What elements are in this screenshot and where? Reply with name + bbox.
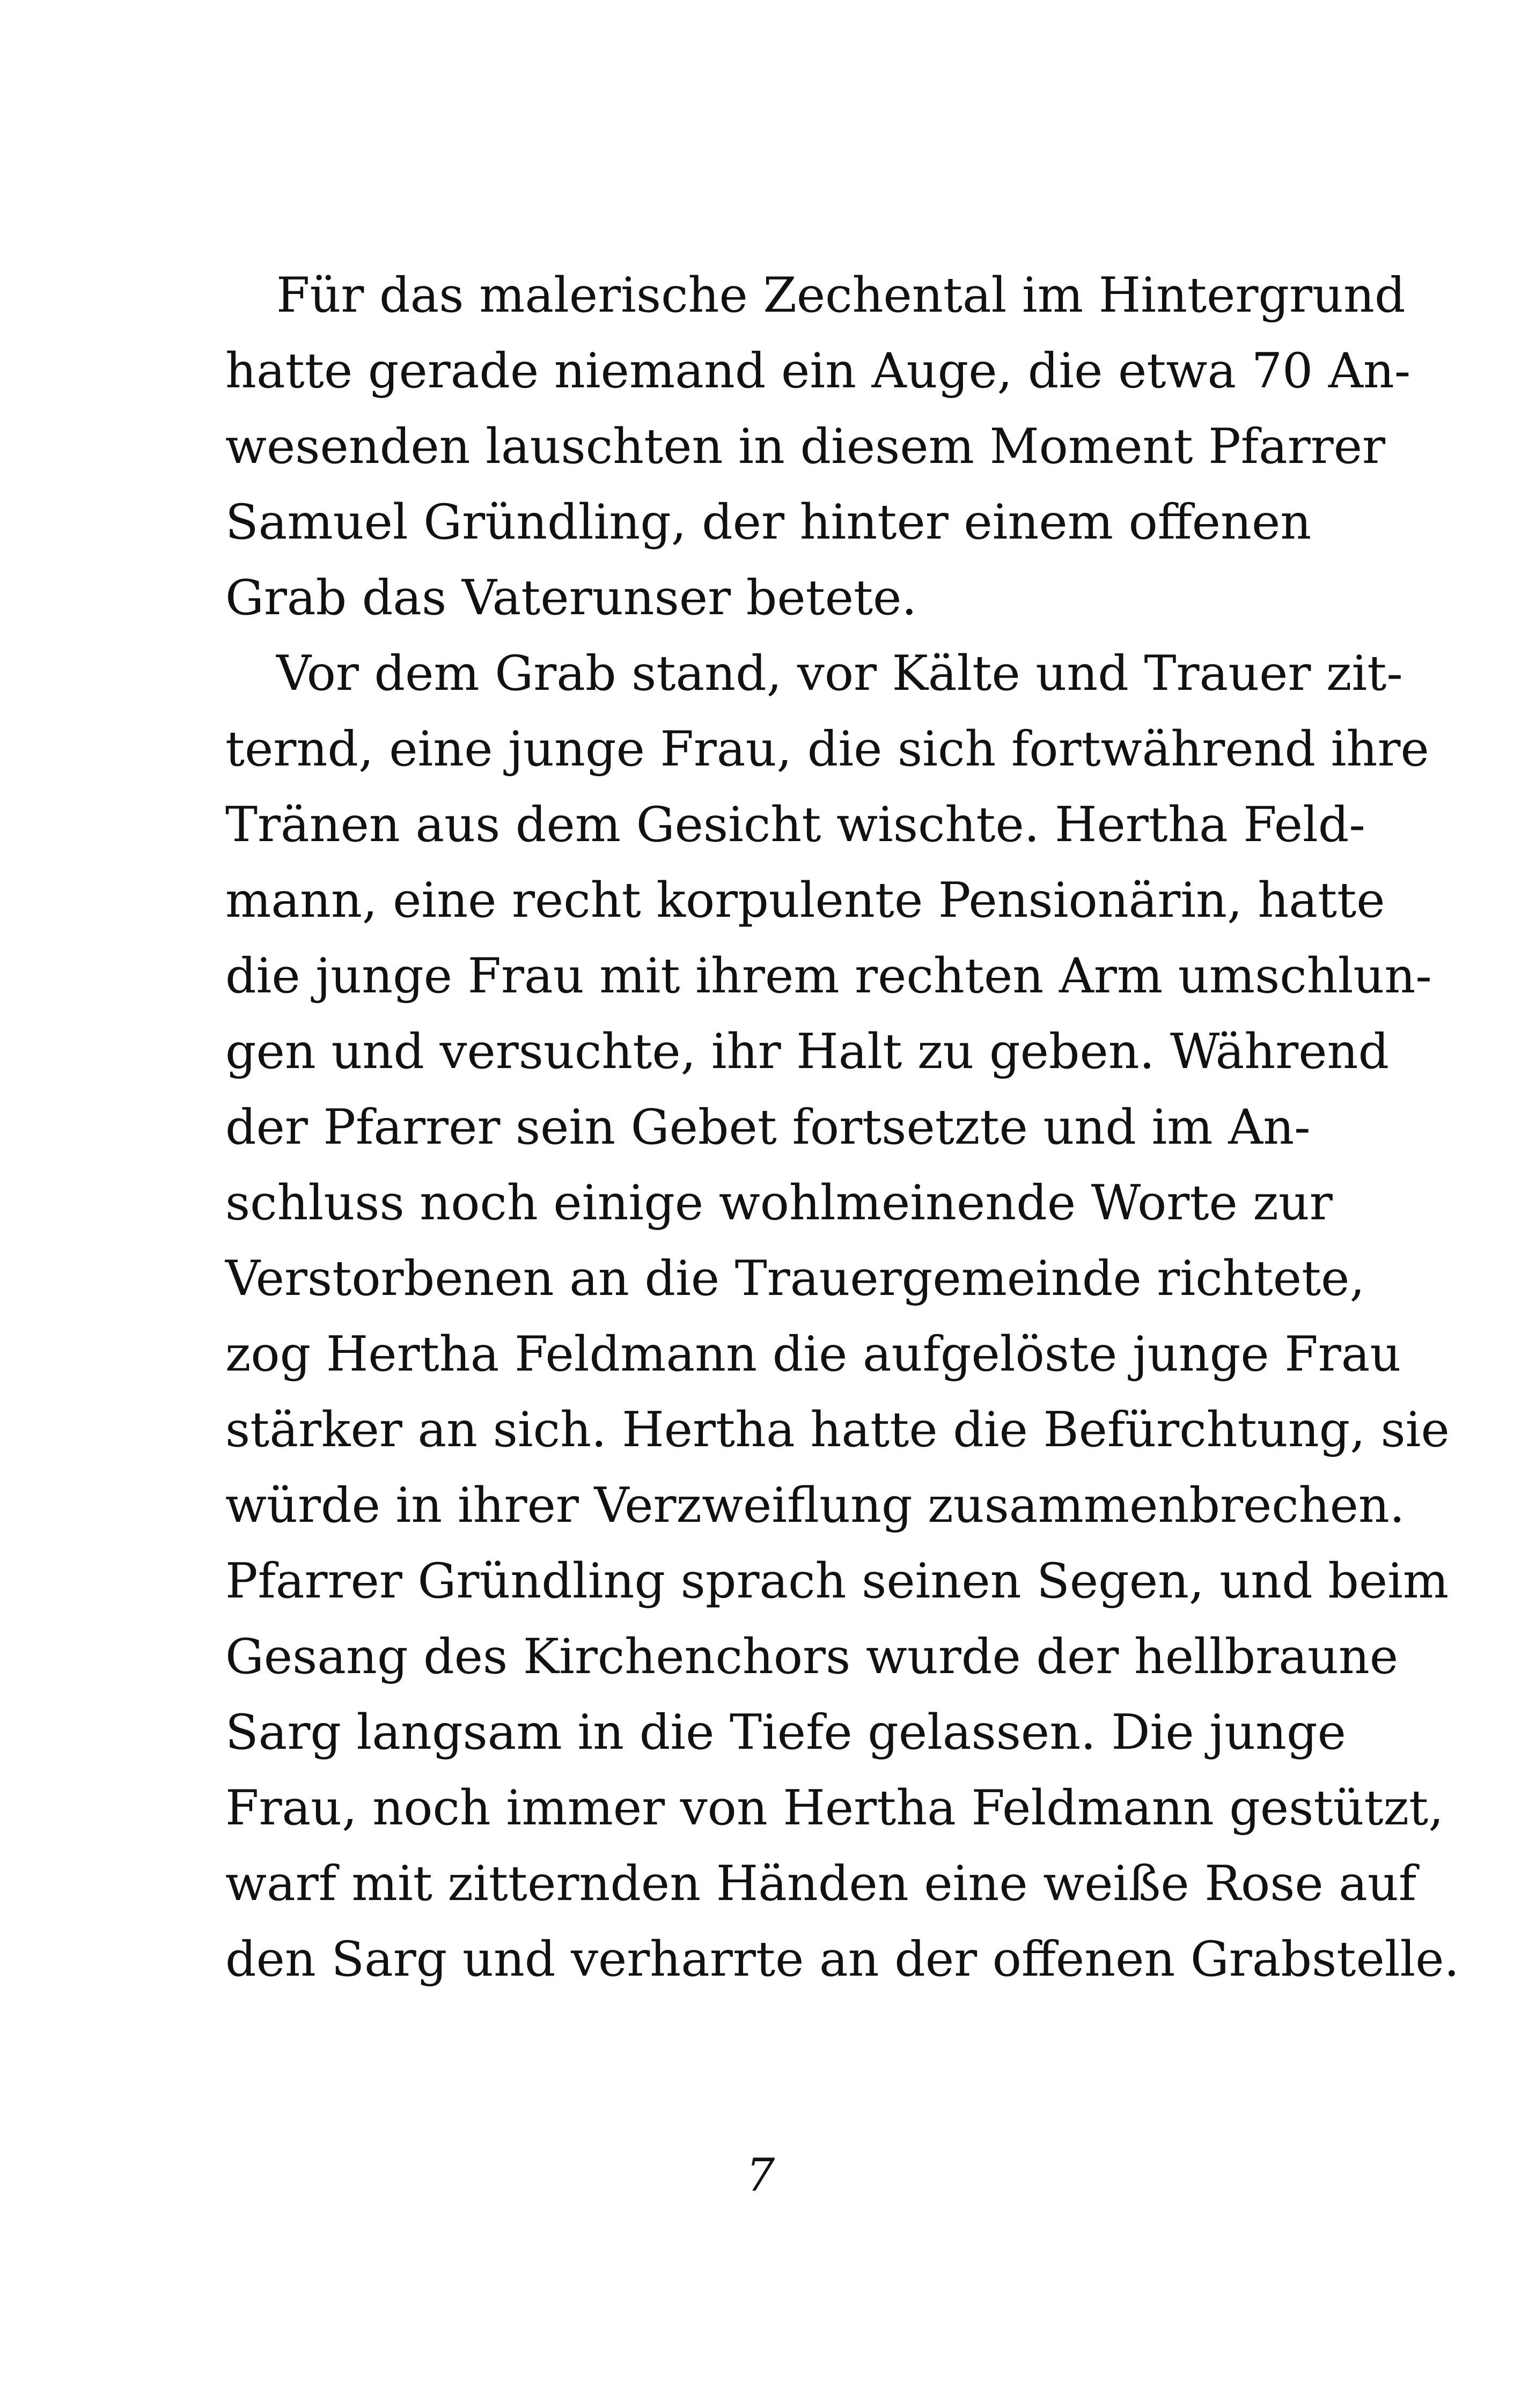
text-line: Gesang des Kirchenchors wurde der hellbraune: [225, 1629, 1399, 1685]
text-line: Für das malerische Zechental im Hintergrund: [276, 267, 1406, 323]
text-line: Verstorbenen an die Trauergemeinde richtete,: [225, 1250, 1365, 1307]
text-line: Vor dem Grab stand, vor Kälte und Trauer zit-: [276, 645, 1403, 702]
text-line: schluss noch einige wohlmeinende Worte zur: [225, 1175, 1333, 1231]
text-line: zog Hertha Feldmann die aufgelöste junge Frau: [225, 1326, 1401, 1382]
text-line: stärker an sich. Hertha hatte die Befürchtung, sie: [225, 1402, 1450, 1458]
text-line: mann, eine recht korpulente Pensionärin, hatte: [225, 872, 1385, 929]
text-line: die junge Frau mit ihrem rechten Arm umschlun-: [225, 948, 1432, 1004]
text-line: warf mit zitternden Händen eine weiße Rose auf: [225, 1855, 1417, 1912]
text-line: Grab das Vaterunser betete.: [225, 570, 917, 626]
text-line: der Pfarrer sein Gebet fortsetzte und im An-: [225, 1099, 1311, 1155]
text-line: ternd, eine junge Frau, die sich fortwährend ihre: [225, 721, 1429, 777]
text-line: hatte gerade niemand ein Auge, die etwa 70 An-: [225, 343, 1411, 399]
text-line: Frau, noch immer von Hertha Feldmann gestützt,: [225, 1780, 1444, 1836]
text-line: gen und versuchte, ihr Halt zu geben. Während: [225, 1023, 1390, 1080]
text-line: Samuel Gründling, der hinter einem offenen: [225, 494, 1312, 550]
text-line: würde in ihrer Verzweiflung zusammenbrechen.: [225, 1477, 1405, 1534]
text-line: Tränen aus dem Gesicht wischte. Hertha Feld-: [225, 797, 1365, 853]
text-line: Sarg langsam in die Tiefe gelassen. Die junge: [225, 1704, 1346, 1761]
text-line: wesenden lauschten in diesem Moment Pfarrer: [225, 418, 1386, 475]
body-text: [225, 257, 1460, 1997]
text-line: Pfarrer Gründling sprach seinen Segen, und beim: [225, 1553, 1449, 1609]
text-line: den Sarg und verharrte an der offenen Grabstelle.: [225, 1931, 1460, 1987]
page-number: 7: [746, 2149, 775, 2201]
